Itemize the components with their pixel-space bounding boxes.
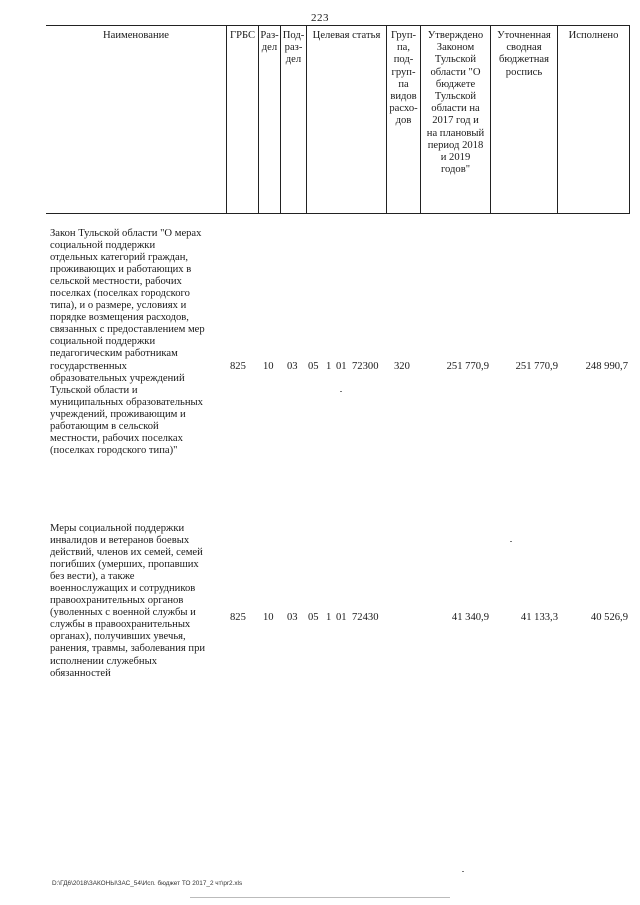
row-cs-direction: 72300: [352, 361, 379, 372]
row-utverzhdeno: 41 340,9: [451, 612, 489, 623]
header-celevaya-statya: Целевая статья: [306, 26, 386, 213]
row-gruppa: 320: [394, 361, 410, 372]
header-razdel: Раз- дел: [258, 26, 280, 213]
header-utochnennaya: Уточненная сводная бюджетная роспись: [490, 26, 557, 213]
row-razdel: 10: [263, 612, 274, 623]
row-name: Меры социальной поддержки инвалидов и ветеранов боевых действий, членов их семей, семей погибших (умерших, пропавших без вести), а также военнослужащих и сотрудников правоохранительных органов (уволенных с военной службы и службы в правоохранительных органах), получивших увечья, ранения, травмы, заболевания при исполнении служебных обязанностей: [50, 523, 206, 679]
row-podrazdel: 03: [287, 612, 298, 623]
row-cs-event: 01: [336, 612, 347, 623]
row-cs-program: 05: [308, 612, 319, 623]
table-row: [46, 228, 630, 508]
row-cs-subprogram: 1: [326, 361, 332, 372]
row-razdel: 10: [263, 361, 274, 372]
row-name: Закон Тульской области "О мерах социальной поддержки отдельных категорий граждан, проживающих и работающих в сельской местности, рабочих поселках (поселках городского типа), и о размере, условиях и порядке возмещения расходов, связанных с предоставлением мер социальной поддержки педагогическим работникам государственных образовательных учреждений Тульской области и муниципальных образовательных учреждений, проживающим и работающим в сельской местности, рабочих поселках (поселках городского типа)": [50, 228, 205, 456]
row-utochnennaya: 251 770,9: [515, 361, 558, 372]
row-ispolneno: 40 526,9: [590, 612, 628, 623]
header-gruppa-vidov-raskhodov: Груп- па, под- груп- па видов расхо- дов: [386, 26, 420, 213]
row-cs-subprogram: 1: [326, 612, 332, 623]
file-path-footer: D:\ГД6\2018\ЗАКОНЫ\ЗАС_54\Исп. бюджет ТО 2017_2 чт\pr2.xls: [52, 880, 243, 887]
scan-speck: [510, 541, 512, 542]
row-utochnennaya: 41 133,3: [520, 612, 558, 623]
scan-speck: [462, 871, 464, 872]
header-ispolneno: Исполнено: [557, 26, 630, 213]
row-cs-program: 05: [308, 361, 319, 372]
scan-edge-line: [190, 897, 450, 898]
page-number: 223: [311, 12, 329, 24]
row-grbs: 825: [230, 612, 246, 623]
row-cs-event: 01: [336, 361, 347, 372]
header-grbs: ГРБС: [226, 26, 258, 213]
table-row: [46, 523, 630, 713]
row-ispolneno: 248 990,7: [585, 361, 628, 372]
table-header: [46, 25, 630, 214]
row-utverzhdeno: 251 770,9: [446, 361, 489, 372]
header-podrazdel: Под- раз- дел: [280, 26, 306, 213]
row-grbs: 825: [230, 361, 246, 372]
scan-speck: [340, 391, 342, 392]
row-podrazdel: 03: [287, 361, 298, 372]
header-utverzhdeno: Утверждено Законом Тульской области "О бюджете Тульской области на 2017 год и на плановый период 2018 и 2019 годов": [420, 26, 490, 213]
row-cs-direction: 72430: [352, 612, 379, 623]
header-name: Наименование: [103, 30, 169, 41]
